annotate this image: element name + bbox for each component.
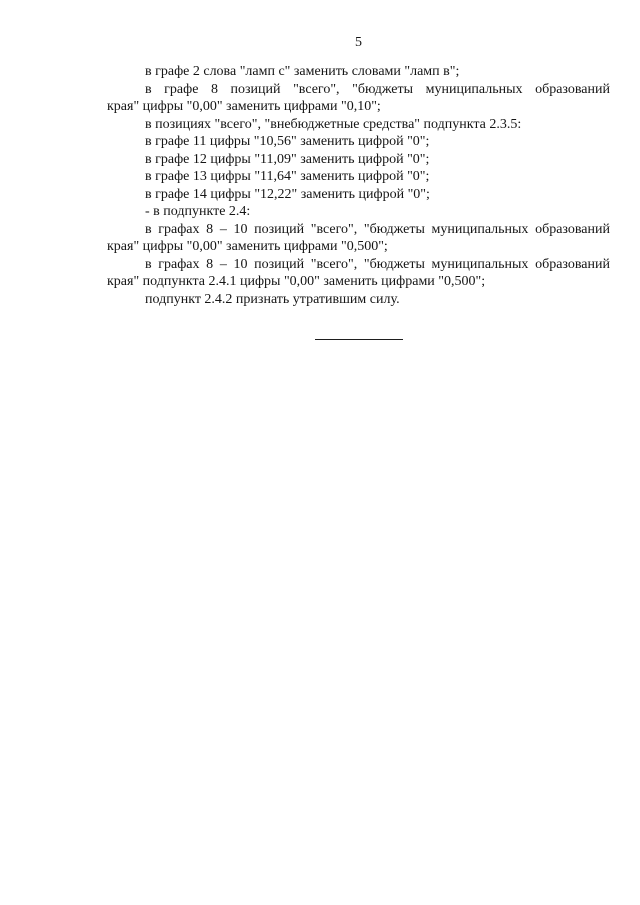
text-line: в графе 14 цифры "12,22" заменить цифрой "0";: [145, 186, 430, 202]
text-line: края" подпункта 2.4.1 цифры "0,00" заменить цифрами "0,500";: [107, 274, 486, 289]
page-number: 5: [355, 35, 362, 50]
text-line: в позициях "всего", "внебюджетные средства" подпункта 2.3.5:: [145, 116, 522, 132]
text-line: в графе 12 цифры "11,09" заменить цифрой "0";: [145, 151, 430, 167]
text-line: в графе 13 цифры "11,64" заменить цифрой "0";: [145, 169, 430, 184]
text-line: в графе 2 слова "ламп с" заменить словами "ламп в";: [145, 64, 460, 79]
text-line: подпункт 2.4.2 признать утратившим силу.: [145, 291, 400, 307]
document-body: [107, 63, 610, 308]
text-line: в графе 11 цифры "10,56" заменить цифрой "0";: [145, 134, 430, 149]
text-line: края" цифры "0,00" заменить цифрами "0,10";: [107, 99, 381, 114]
text-line: в графах 8 – 10 позиций "всего", "бюджеты муниципальных образований: [145, 221, 610, 237]
text-line: в графах 8 – 10 позиций "всего", "бюджеты муниципальных образований: [145, 256, 610, 272]
text-line: края" цифры "0,00" заменить цифрами "0,500";: [107, 239, 388, 254]
text-line: в графе 8 позиций "всего", "бюджеты муниципальных образований: [145, 81, 610, 97]
end-of-text-rule: [315, 339, 403, 340]
text-line: - в подпункте 2.4:: [145, 204, 251, 219]
